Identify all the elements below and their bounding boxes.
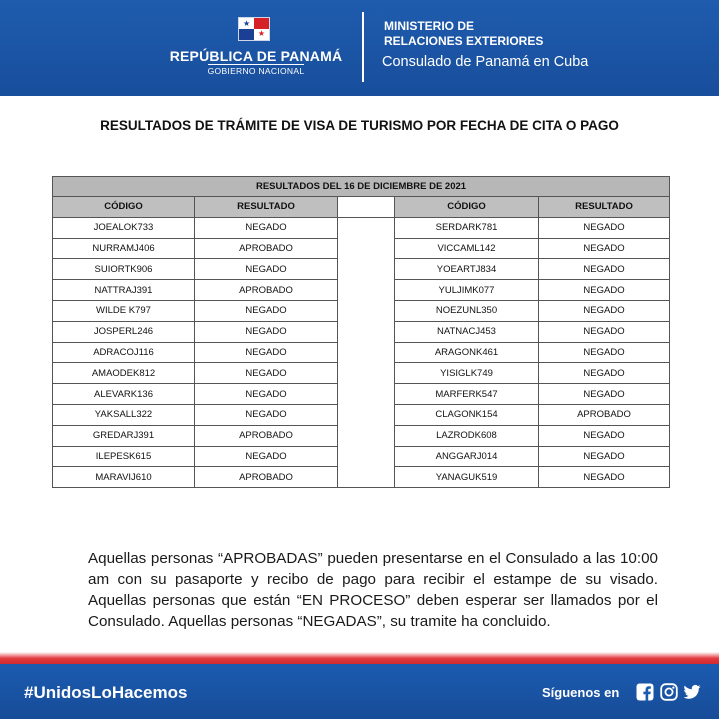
left-code-cell: ADRACOJ116	[53, 342, 195, 363]
left-code-cell: ALEVARK136	[53, 384, 195, 405]
right-result-cell: NEGADO	[539, 259, 670, 280]
spacer-cell	[338, 259, 395, 280]
column-spacer-header	[338, 197, 395, 218]
right-code-cell: NOEZUNL350	[395, 300, 539, 321]
column-header-code-right: CÓDIGO	[395, 197, 539, 218]
table-row	[53, 217, 670, 238]
left-result-cell: NEGADO	[195, 404, 338, 425]
table-row	[53, 467, 670, 488]
republic-name: REPÚBLICA DE PANAMÁ	[169, 48, 343, 64]
left-result-cell: APROBADO	[195, 280, 338, 301]
table-row	[53, 446, 670, 467]
spacer-cell	[338, 238, 395, 259]
spacer-cell	[338, 342, 395, 363]
table-row	[53, 280, 670, 301]
right-result-cell: NEGADO	[539, 238, 670, 259]
left-result-cell: NEGADO	[195, 446, 338, 467]
left-result-cell: NEGADO	[195, 363, 338, 384]
left-code-cell: NATTRAJ391	[53, 280, 195, 301]
table-row	[53, 425, 670, 446]
table-row	[53, 404, 670, 425]
right-result-cell: NEGADO	[539, 467, 670, 488]
table-caption: RESULTADOS DEL 16 DE DICIEMBRE DE 2021	[53, 177, 670, 197]
left-result-cell: NEGADO	[195, 342, 338, 363]
footer-banner	[0, 664, 719, 719]
hashtag-label: #UnidosLoHacemos	[24, 683, 188, 702]
left-code-cell: JOSPERL246	[53, 321, 195, 342]
column-header-result-right: RESULTADO	[539, 197, 670, 218]
spacer-cell	[338, 425, 395, 446]
table-row	[53, 238, 670, 259]
right-result-cell: NEGADO	[539, 280, 670, 301]
right-code-cell: YULJIMK077	[395, 280, 539, 301]
left-code-cell: JOEALOK733	[53, 217, 195, 238]
right-result-cell: NEGADO	[539, 363, 670, 384]
right-result-cell: NEGADO	[539, 342, 670, 363]
facebook-icon[interactable]	[636, 683, 654, 701]
spacer-cell	[338, 300, 395, 321]
right-code-cell: YANAGUK519	[395, 467, 539, 488]
right-code-cell: VICCAML142	[395, 238, 539, 259]
table-row	[53, 342, 670, 363]
left-result-cell: NEGADO	[195, 384, 338, 405]
right-code-cell: ANGGARJ014	[395, 446, 539, 467]
right-code-cell: ARAGONK461	[395, 342, 539, 363]
spacer-cell	[338, 217, 395, 238]
notice-paragraph: Aquellas personas “APROBADAS” pueden presentarse en el Consulado a las 10:00 am con su pasaporte y recibo de pago para recibir el estampe de su visado. Aquellas personas que están “EN PROCESO” deben esperar ser llamados por el Consulado. Aquellas personas “NEGADAS”, su tramite ha concluido.	[88, 550, 658, 630]
right-code-cell: MARFERK547	[395, 384, 539, 405]
government-label: GOBIERNO NACIONAL	[207, 66, 305, 76]
twitter-icon[interactable]	[683, 683, 701, 701]
left-code-cell: NURRAMJ406	[53, 238, 195, 259]
left-result-cell: APROBADO	[195, 425, 338, 446]
ministry-line-2: RELACIONES EXTERIORES	[384, 34, 544, 48]
left-code-cell: MARAVIJ610	[53, 467, 195, 488]
left-result-cell: NEGADO	[195, 217, 338, 238]
right-code-cell: NATNACJ453	[395, 321, 539, 342]
right-code-cell: LAZRODK608	[395, 425, 539, 446]
left-result-cell: NEGADO	[195, 300, 338, 321]
document-title: RESULTADOS DE TRÁMITE DE VISA DE TURISMO POR FECHA DE CITA O PAGO	[100, 118, 619, 133]
left-code-cell: YAKSALL322	[53, 404, 195, 425]
left-code-cell: AMAODEK812	[53, 363, 195, 384]
results-body	[53, 217, 670, 487]
spacer-cell	[338, 280, 395, 301]
right-result-cell: NEGADO	[539, 321, 670, 342]
right-code-cell: YISIGLK749	[395, 363, 539, 384]
panama-flag-icon: ★ ★	[238, 17, 270, 41]
left-code-cell: ILEPESK615	[53, 446, 195, 467]
right-code-cell: YOEARTJ834	[395, 259, 539, 280]
right-code-cell: CLAGONK154	[395, 404, 539, 425]
results-table	[52, 176, 670, 488]
table-row	[53, 300, 670, 321]
right-code-cell: SERDARK781	[395, 217, 539, 238]
table-row	[53, 363, 670, 384]
instagram-icon[interactable]	[660, 683, 678, 701]
consulate-name: Consulado de Panamá en Cuba	[382, 54, 589, 70]
spacer-cell	[338, 363, 395, 384]
right-result-cell: NEGADO	[539, 300, 670, 321]
left-result-cell: NEGADO	[195, 259, 338, 280]
left-code-cell: WILDE K797	[53, 300, 195, 321]
column-header-result-left: RESULTADO	[195, 197, 338, 218]
right-result-cell: NEGADO	[539, 217, 670, 238]
spacer-cell	[338, 467, 395, 488]
right-result-cell: NEGADO	[539, 425, 670, 446]
left-code-cell: SUIORTK906	[53, 259, 195, 280]
left-code-cell: GREDARJ391	[53, 425, 195, 446]
table-row	[53, 259, 670, 280]
left-result-cell: APROBADO	[195, 238, 338, 259]
right-result-cell: NEGADO	[539, 446, 670, 467]
right-result-cell: APROBADO	[539, 404, 670, 425]
column-header-code-left: CÓDIGO	[53, 197, 195, 218]
spacer-cell	[338, 446, 395, 467]
left-result-cell: NEGADO	[195, 321, 338, 342]
ministry-line-1: MINISTERIO DE	[384, 19, 475, 33]
left-result-cell: APROBADO	[195, 467, 338, 488]
spacer-cell	[338, 404, 395, 425]
spacer-cell	[338, 321, 395, 342]
header-divider	[362, 12, 364, 82]
spacer-cell	[338, 384, 395, 405]
table-row	[53, 384, 670, 405]
header-banner	[0, 0, 719, 96]
right-result-cell: NEGADO	[539, 384, 670, 405]
follow-label: Síguenos en	[542, 685, 620, 700]
table-row	[53, 321, 670, 342]
